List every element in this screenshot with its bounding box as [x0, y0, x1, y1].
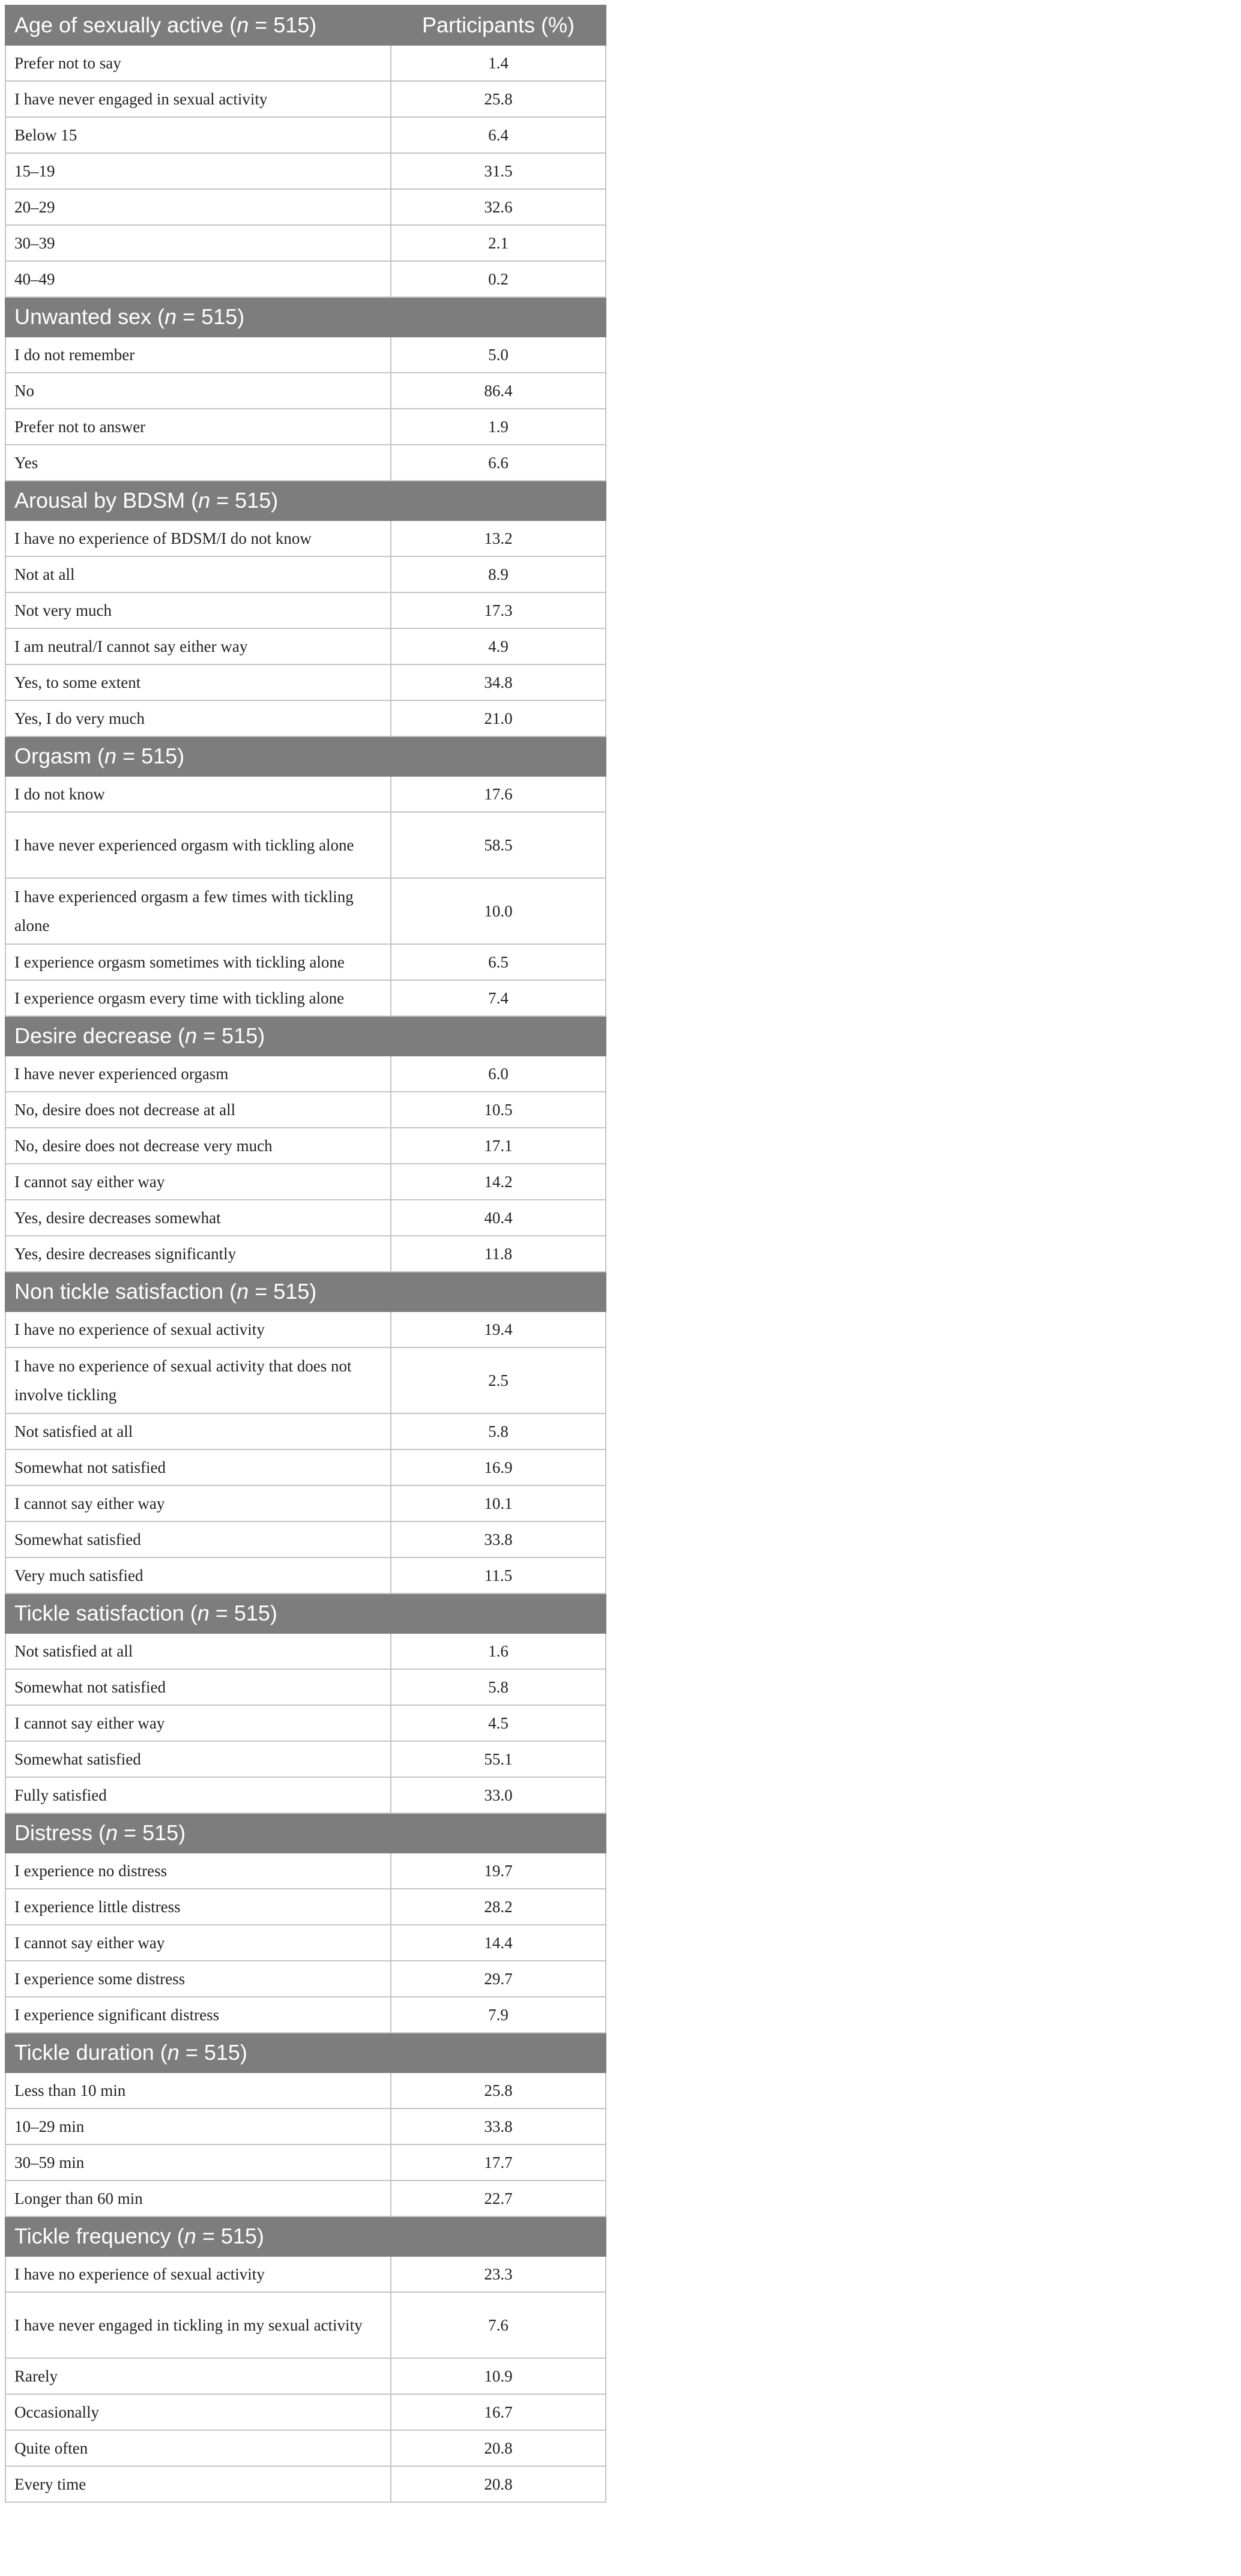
- response-label: Very much satisfied: [5, 1557, 391, 1593]
- table-body: [5, 5, 606, 2502]
- participants-percent: 28.2: [391, 1889, 606, 1925]
- section-title-cell: Tickle duration (n = 515): [5, 2033, 391, 2072]
- section-header-value-cell: [391, 1813, 606, 1853]
- table-row: [5, 1485, 606, 1521]
- participants-percent: 1.4: [391, 45, 606, 81]
- table-row: [5, 700, 606, 736]
- table-row: [5, 153, 606, 189]
- response-label: I am neutral/I cannot say either way: [5, 628, 391, 664]
- sample-size-symbol: n: [197, 1601, 210, 1625]
- section-header-row: [5, 1016, 606, 1056]
- section-title: Distress: [14, 1820, 93, 1845]
- participants-percent: 86.4: [391, 373, 606, 409]
- response-label: Not satisfied at all: [5, 1633, 391, 1669]
- table-row: [5, 664, 606, 700]
- participants-percent: 19.4: [391, 1311, 606, 1347]
- table-row: [5, 2072, 606, 2108]
- participants-percent: 16.7: [391, 2394, 606, 2430]
- section-title-cell: Desire decrease (n = 515): [5, 1016, 391, 1056]
- response-label: I cannot say either way: [5, 1925, 391, 1961]
- sample-size-symbol: n: [185, 1023, 198, 1048]
- table-row: [5, 1413, 606, 1449]
- table-row: [5, 1128, 606, 1164]
- participants-percent: 11.8: [391, 1236, 606, 1272]
- sample-size-value: = 515): [209, 1601, 277, 1625]
- participants-percent: 1.9: [391, 409, 606, 445]
- participants-percent: 5.0: [391, 337, 606, 373]
- table-row: [5, 1056, 606, 1092]
- table-row: [5, 117, 606, 153]
- participants-percent: 13.2: [391, 520, 606, 556]
- response-label: I do not know: [5, 776, 391, 812]
- table-row: [5, 1741, 606, 1777]
- table-row: [5, 45, 606, 81]
- section-header-value-cell: [391, 481, 606, 520]
- sample-size-symbol: n: [198, 488, 211, 513]
- participants-percent: 2.1: [391, 225, 606, 261]
- participants-percent: 6.0: [391, 1056, 606, 1092]
- response-label: I have never experienced orgasm with tickling alone: [5, 812, 391, 878]
- participants-percent: 58.5: [391, 812, 606, 878]
- table-row: [5, 373, 606, 409]
- response-label: I have no experience of sexual activity that does not involve tickling: [5, 1347, 391, 1413]
- sample-size-value: = 515): [116, 744, 185, 768]
- participants-percent: 1.6: [391, 1633, 606, 1669]
- table-row: [5, 1092, 606, 1128]
- column-header-participants: Participants (%): [421, 13, 575, 37]
- response-label: 15–19: [5, 153, 391, 189]
- table-row: [5, 2292, 606, 2358]
- table-row: [5, 520, 606, 556]
- table-row: [5, 1164, 606, 1200]
- sample-size-symbol: n: [165, 304, 177, 329]
- section-title-cell: Orgasm (n = 515): [5, 736, 391, 776]
- response-label: Somewhat satisfied: [5, 1521, 391, 1557]
- response-label: Somewhat satisfied: [5, 1741, 391, 1777]
- table-row: [5, 776, 606, 812]
- section-title-cell: Age of sexually active (n = 515): [5, 5, 391, 45]
- table-row: [5, 1889, 606, 1925]
- response-label: Not satisfied at all: [5, 1413, 391, 1449]
- participants-percent: 10.5: [391, 1092, 606, 1128]
- response-label: Yes: [5, 445, 391, 481]
- section-title-cell: Unwanted sex (n = 515): [5, 297, 391, 337]
- participants-percent: 21.0: [391, 700, 606, 736]
- table-row: [5, 225, 606, 261]
- section-title: Unwanted sex: [14, 304, 152, 329]
- response-label: No: [5, 373, 391, 409]
- participants-percent: 17.1: [391, 1128, 606, 1164]
- participants-percent: 23.3: [391, 2256, 606, 2292]
- table-row: [5, 1236, 606, 1272]
- section-header-value-cell: [391, 1016, 606, 1056]
- section-title-cell: Distress (n = 515): [5, 1813, 391, 1853]
- response-label: I cannot say either way: [5, 1164, 391, 1200]
- section-title: Tickle frequency: [14, 2224, 171, 2248]
- sample-size-value: = 515): [249, 1279, 317, 1304]
- response-label: Yes, I do very much: [5, 700, 391, 736]
- participants-percent: 33.8: [391, 2108, 606, 2144]
- response-label: I do not remember: [5, 337, 391, 373]
- sample-size-symbol: n: [167, 2040, 180, 2065]
- participants-percent: 32.6: [391, 189, 606, 225]
- section-title: Tickle satisfaction: [14, 1601, 184, 1625]
- response-label: I have no experience of BDSM/I do not know: [5, 520, 391, 556]
- response-label: Not very much: [5, 592, 391, 628]
- participants-percent: 10.9: [391, 2358, 606, 2394]
- section-title-cell: Arousal by BDSM (n = 515): [5, 481, 391, 520]
- table-row: [5, 878, 606, 944]
- participants-percent: 5.8: [391, 1669, 606, 1705]
- sample-size-symbol: n: [237, 1279, 249, 1304]
- table-row: [5, 1961, 606, 1997]
- response-label: I have never experienced orgasm: [5, 1056, 391, 1092]
- response-label: Fully satisfied: [5, 1777, 391, 1813]
- participants-percent: 6.5: [391, 944, 606, 980]
- participants-percent: 19.7: [391, 1853, 606, 1889]
- sample-size-value: = 515): [196, 2224, 264, 2248]
- response-label: I have experienced orgasm a few times with tickling alone: [5, 878, 391, 944]
- table-row: [5, 812, 606, 878]
- sample-size-value: = 515): [118, 1820, 186, 1845]
- participants-percent: 17.6: [391, 776, 606, 812]
- participants-percent: 10.1: [391, 1485, 606, 1521]
- participants-percent: 40.4: [391, 1200, 606, 1236]
- table-row: [5, 2108, 606, 2144]
- section-title: Arousal by BDSM: [14, 488, 186, 513]
- section-header-row: [5, 297, 606, 337]
- section-title: Orgasm: [14, 744, 92, 768]
- response-label: 20–29: [5, 189, 391, 225]
- table-row: [5, 1777, 606, 1813]
- table-row: [5, 2144, 606, 2180]
- response-label: No, desire does not decrease at all: [5, 1092, 391, 1128]
- response-label: Somewhat not satisfied: [5, 1449, 391, 1485]
- table-row: [5, 556, 606, 592]
- response-label: Yes, desire decreases significantly: [5, 1236, 391, 1272]
- sample-size-symbol: n: [106, 1820, 118, 1845]
- response-label: Less than 10 min: [5, 2072, 391, 2108]
- participants-percent: 7.4: [391, 980, 606, 1016]
- participants-percent: 7.6: [391, 2292, 606, 2358]
- table-row: [5, 337, 606, 373]
- participants-percent: 14.4: [391, 1925, 606, 1961]
- participants-percent: 16.9: [391, 1449, 606, 1485]
- response-label: Yes, desire decreases somewhat: [5, 1200, 391, 1236]
- sample-size-symbol: n: [184, 2224, 196, 2248]
- sample-size-value: = 515): [197, 1023, 265, 1048]
- participants-percent: 20.8: [391, 2466, 606, 2502]
- table-row: [5, 2256, 606, 2292]
- section-header-row: [5, 5, 606, 45]
- participants-percent: 33.8: [391, 1521, 606, 1557]
- table-row: [5, 1669, 606, 1705]
- section-header-row: [5, 1593, 606, 1633]
- response-label: Somewhat not satisfied: [5, 1669, 391, 1705]
- participants-percent: 34.8: [391, 664, 606, 700]
- response-label: 30–39: [5, 225, 391, 261]
- section-header-value-cell: [391, 2216, 606, 2256]
- response-label: I have no experience of sexual activity: [5, 2256, 391, 2292]
- sample-size-value: = 515): [179, 2040, 247, 2065]
- table-row: [5, 445, 606, 481]
- participants-percent: 2.5: [391, 1347, 606, 1413]
- data-table: [5, 5, 606, 2503]
- participants-percent: 14.2: [391, 1164, 606, 1200]
- response-label: Longer than 60 min: [5, 2180, 391, 2216]
- table-row: [5, 1853, 606, 1889]
- section-title-cell: Tickle satisfaction (n = 515): [5, 1593, 391, 1633]
- section-title: Age of sexually active: [14, 13, 224, 37]
- response-label: I experience some distress: [5, 1961, 391, 1997]
- table-row: [5, 1521, 606, 1557]
- section-header-value-cell: [391, 736, 606, 776]
- table-row: [5, 2358, 606, 2394]
- sample-size-symbol: n: [237, 13, 249, 37]
- response-label: Quite often: [5, 2430, 391, 2466]
- table-row: [5, 2394, 606, 2430]
- table-row: [5, 1557, 606, 1593]
- table-row: [5, 1200, 606, 1236]
- sample-size-symbol: n: [104, 744, 117, 768]
- section-header-row: [5, 1272, 606, 1311]
- participants-percent: 29.7: [391, 1961, 606, 1997]
- section-header-row: [5, 736, 606, 776]
- participants-percent: 33.0: [391, 1777, 606, 1813]
- participants-percent: 0.2: [391, 261, 606, 297]
- section-header-value-cell: [391, 297, 606, 337]
- response-label: I experience orgasm sometimes with tickling alone: [5, 944, 391, 980]
- response-label: I have never engaged in sexual activity: [5, 81, 391, 117]
- response-label: I cannot say either way: [5, 1485, 391, 1521]
- response-label: I experience little distress: [5, 1889, 391, 1925]
- response-label: 30–59 min: [5, 2144, 391, 2180]
- participants-percent: 6.6: [391, 445, 606, 481]
- table-row: [5, 944, 606, 980]
- response-label: Below 15: [5, 117, 391, 153]
- participants-percent: 5.8: [391, 1413, 606, 1449]
- section-header-value-cell: [391, 2033, 606, 2072]
- section-header-row: [5, 1813, 606, 1853]
- participants-percent: 11.5: [391, 1557, 606, 1593]
- participants-percent: 20.8: [391, 2430, 606, 2466]
- section-header-value-cell: [391, 1593, 606, 1633]
- table-row: [5, 1705, 606, 1741]
- table-row: [5, 2466, 606, 2502]
- participants-percent: 17.3: [391, 592, 606, 628]
- section-title-cell: Tickle frequency (n = 515): [5, 2216, 391, 2256]
- table-row: [5, 81, 606, 117]
- response-label: I experience no distress: [5, 1853, 391, 1889]
- table-row: [5, 628, 606, 664]
- sample-size-value: = 515): [177, 304, 245, 329]
- response-label: I cannot say either way: [5, 1705, 391, 1741]
- section-title: Desire decrease: [14, 1023, 172, 1048]
- table-row: [5, 1925, 606, 1961]
- section-header-row: [5, 2033, 606, 2072]
- table-row: [5, 189, 606, 225]
- sample-size-value: = 515): [249, 13, 317, 37]
- table-row: [5, 1347, 606, 1413]
- section-title-cell: Non tickle satisfaction (n = 515): [5, 1272, 391, 1311]
- section-header-row: [5, 481, 606, 520]
- section-title: Tickle duration: [14, 2040, 154, 2065]
- participants-percent: 25.8: [391, 81, 606, 117]
- section-header-value-cell: [391, 5, 606, 45]
- participants-percent: 4.5: [391, 1705, 606, 1741]
- table-row: [5, 1633, 606, 1669]
- response-label: Prefer not to say: [5, 45, 391, 81]
- table-row: [5, 409, 606, 445]
- response-label: 10–29 min: [5, 2108, 391, 2144]
- participants-percent: 10.0: [391, 878, 606, 944]
- participants-percent: 25.8: [391, 2072, 606, 2108]
- response-label: No, desire does not decrease very much: [5, 1128, 391, 1164]
- table-row: [5, 1997, 606, 2033]
- response-label: I have never engaged in tickling in my sexual activity: [5, 2292, 391, 2358]
- response-label: I experience orgasm every time with tickling alone: [5, 980, 391, 1016]
- section-header-value-cell: [391, 1272, 606, 1311]
- participants-percent: 6.4: [391, 117, 606, 153]
- section-title: Non tickle satisfaction: [14, 1279, 224, 1304]
- response-label: I experience significant distress: [5, 1997, 391, 2033]
- participants-percent: 31.5: [391, 153, 606, 189]
- response-label: I have no experience of sexual activity: [5, 1311, 391, 1347]
- response-label: Occasionally: [5, 2394, 391, 2430]
- participants-percent: 22.7: [391, 2180, 606, 2216]
- table-row: [5, 2430, 606, 2466]
- response-label: Rarely: [5, 2358, 391, 2394]
- participants-percent: 7.9: [391, 1997, 606, 2033]
- participants-percent: 17.7: [391, 2144, 606, 2180]
- response-label: 40–49: [5, 261, 391, 297]
- table-row: [5, 592, 606, 628]
- table-row: [5, 980, 606, 1016]
- table-row: [5, 1311, 606, 1347]
- participants-percent: 55.1: [391, 1741, 606, 1777]
- sample-size-value: = 515): [210, 488, 279, 513]
- response-label: Prefer not to answer: [5, 409, 391, 445]
- response-label: Yes, to some extent: [5, 664, 391, 700]
- section-header-row: [5, 2216, 606, 2256]
- response-label: Not at all: [5, 556, 391, 592]
- table-row: [5, 2180, 606, 2216]
- participants-percent: 8.9: [391, 556, 606, 592]
- response-label: Every time: [5, 2466, 391, 2502]
- table-row: [5, 261, 606, 297]
- participants-percent: 4.9: [391, 628, 606, 664]
- table-row: [5, 1449, 606, 1485]
